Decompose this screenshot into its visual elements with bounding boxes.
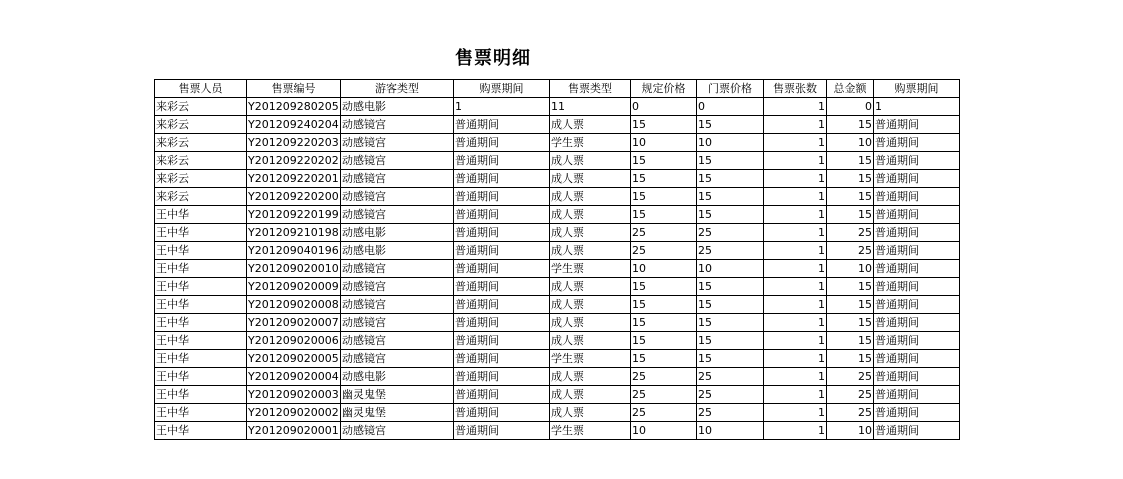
- ticket-count-cell[interactable]: 1: [764, 296, 827, 314]
- ticket-price-cell[interactable]: 15: [697, 350, 764, 368]
- purchase-period-2-cell[interactable]: 普通期间: [874, 242, 960, 260]
- seller-cell[interactable]: 王中华: [155, 242, 247, 260]
- ticket-count-cell[interactable]: 1: [764, 332, 827, 350]
- total-amount-cell[interactable]: 15: [827, 332, 874, 350]
- ticket-count-cell[interactable]: 1: [764, 242, 827, 260]
- ticket-id-cell[interactable]: Y201209020005: [247, 350, 341, 368]
- total-amount-cell[interactable]: 15: [827, 296, 874, 314]
- ticket-id-cell[interactable]: Y201209020007: [247, 314, 341, 332]
- total-amount-cell[interactable]: 15: [827, 116, 874, 134]
- total-amount-cell[interactable]: 10: [827, 134, 874, 152]
- purchase-period-2-cell[interactable]: 普通期间: [874, 314, 960, 332]
- ticket-price-cell[interactable]: 25: [697, 404, 764, 422]
- ticket-type-cell[interactable]: 成人票: [550, 242, 631, 260]
- table-row: [155, 188, 960, 206]
- visitor-type-cell[interactable]: 动感镜宫: [341, 332, 454, 350]
- ticket-id-cell[interactable]: Y201209040196: [247, 242, 341, 260]
- visitor-type-cell[interactable]: 动感镜宫: [341, 422, 454, 440]
- ticket-id-cell[interactable]: Y201209020004: [247, 368, 341, 386]
- purchase-period-cell[interactable]: 1: [454, 98, 550, 116]
- purchase-period-cell[interactable]: 普通期间: [454, 224, 550, 242]
- ticket-count-cell[interactable]: 1: [764, 188, 827, 206]
- ticket-type-cell[interactable]: 成人票: [550, 170, 631, 188]
- table-row: [155, 260, 960, 278]
- column-header[interactable]: 售票人员: [155, 80, 247, 98]
- ticket-type-cell[interactable]: 成人票: [550, 314, 631, 332]
- purchase-period-cell[interactable]: 普通期间: [454, 260, 550, 278]
- ticket-id-cell[interactable]: Y201209020010: [247, 260, 341, 278]
- visitor-type-cell[interactable]: 动感电影: [341, 224, 454, 242]
- ticket-price-cell[interactable]: 15: [697, 170, 764, 188]
- list-price-cell[interactable]: 0: [631, 98, 697, 116]
- purchase-period-cell[interactable]: 普通期间: [454, 188, 550, 206]
- ticket-type-cell[interactable]: 成人票: [550, 386, 631, 404]
- total-amount-cell[interactable]: 25: [827, 404, 874, 422]
- ticket-price-cell[interactable]: 15: [697, 314, 764, 332]
- column-header[interactable]: 规定价格: [631, 80, 697, 98]
- ticket-id-cell[interactable]: Y201209220203: [247, 134, 341, 152]
- table-row: [155, 98, 960, 116]
- ticket-type-cell[interactable]: 成人票: [550, 332, 631, 350]
- table-row: [155, 152, 960, 170]
- table-row: [155, 116, 960, 134]
- table-row: [155, 134, 960, 152]
- ticket-id-cell[interactable]: Y201209020008: [247, 296, 341, 314]
- total-amount-cell[interactable]: 25: [827, 386, 874, 404]
- list-price-cell[interactable]: 15: [631, 332, 697, 350]
- ticket-price-cell[interactable]: 15: [697, 188, 764, 206]
- visitor-type-cell[interactable]: 动感镜宫: [341, 188, 454, 206]
- total-amount-cell[interactable]: 15: [827, 152, 874, 170]
- ticket-count-cell[interactable]: 1: [764, 386, 827, 404]
- column-header[interactable]: 游客类型: [341, 80, 454, 98]
- ticket-price-cell[interactable]: 25: [697, 386, 764, 404]
- purchase-period-cell[interactable]: 普通期间: [454, 152, 550, 170]
- purchase-period-cell[interactable]: 普通期间: [454, 314, 550, 332]
- ticket-id-cell[interactable]: Y201209210198: [247, 224, 341, 242]
- purchase-period-2-cell[interactable]: 普通期间: [874, 368, 960, 386]
- table-row: [155, 368, 960, 386]
- ticket-type-cell[interactable]: 学生票: [550, 350, 631, 368]
- ticket-count-cell[interactable]: 1: [764, 350, 827, 368]
- ticket-type-cell[interactable]: 成人票: [550, 404, 631, 422]
- purchase-period-cell[interactable]: 普通期间: [454, 116, 550, 134]
- table-row: [155, 386, 960, 404]
- total-amount-cell[interactable]: 15: [827, 206, 874, 224]
- purchase-period-cell[interactable]: 普通期间: [454, 386, 550, 404]
- total-amount-cell[interactable]: 15: [827, 170, 874, 188]
- column-header[interactable]: 售票张数: [764, 80, 827, 98]
- purchase-period-2-cell[interactable]: 普通期间: [874, 260, 960, 278]
- ticket-id-cell[interactable]: Y201209020002: [247, 404, 341, 422]
- seller-cell[interactable]: 王中华: [155, 404, 247, 422]
- visitor-type-cell[interactable]: 动感镜宫: [341, 260, 454, 278]
- list-price-cell[interactable]: 10: [631, 134, 697, 152]
- seller-cell[interactable]: 王中华: [155, 260, 247, 278]
- total-amount-cell[interactable]: 25: [827, 224, 874, 242]
- ticket-count-cell[interactable]: 1: [764, 404, 827, 422]
- report-title: 售票明细: [455, 48, 531, 69]
- table-body: [155, 98, 960, 440]
- table-row: [155, 170, 960, 188]
- seller-cell[interactable]: 王中华: [155, 368, 247, 386]
- table-row: [155, 332, 960, 350]
- list-price-cell[interactable]: 10: [631, 260, 697, 278]
- table-row: [155, 404, 960, 422]
- visitor-type-cell[interactable]: 动感镜宫: [341, 296, 454, 314]
- column-header[interactable]: 售票类型: [550, 80, 631, 98]
- purchase-period-2-cell[interactable]: 普通期间: [874, 224, 960, 242]
- seller-cell[interactable]: 王中华: [155, 296, 247, 314]
- visitor-type-cell[interactable]: 动感镜宫: [341, 170, 454, 188]
- total-amount-cell[interactable]: 15: [827, 188, 874, 206]
- seller-cell[interactable]: 来彩云: [155, 116, 247, 134]
- column-header[interactable]: 门票价格: [697, 80, 764, 98]
- column-header[interactable]: 购票期间: [874, 80, 960, 98]
- ticket-count-cell[interactable]: 1: [764, 116, 827, 134]
- ticket-type-cell[interactable]: 成人票: [550, 278, 631, 296]
- list-price-cell[interactable]: 25: [631, 368, 697, 386]
- seller-cell[interactable]: 王中华: [155, 422, 247, 440]
- purchase-period-cell[interactable]: 普通期间: [454, 350, 550, 368]
- ticket-price-cell[interactable]: 0: [697, 98, 764, 116]
- ticket-count-cell[interactable]: 1: [764, 152, 827, 170]
- ticket-type-cell[interactable]: 成人票: [550, 296, 631, 314]
- purchase-period-cell[interactable]: 普通期间: [454, 368, 550, 386]
- seller-cell[interactable]: 来彩云: [155, 152, 247, 170]
- ticket-type-cell[interactable]: 学生票: [550, 422, 631, 440]
- ticket-price-cell[interactable]: 25: [697, 224, 764, 242]
- ticket-type-cell[interactable]: 成人票: [550, 206, 631, 224]
- list-price-cell[interactable]: 15: [631, 278, 697, 296]
- ticket-id-cell[interactable]: Y201209220201: [247, 170, 341, 188]
- list-price-cell[interactable]: 25: [631, 386, 697, 404]
- ticket-type-cell[interactable]: 成人票: [550, 152, 631, 170]
- list-price-cell[interactable]: 15: [631, 116, 697, 134]
- purchase-period-cell[interactable]: 普通期间: [454, 170, 550, 188]
- purchase-period-cell[interactable]: 普通期间: [454, 296, 550, 314]
- visitor-type-cell[interactable]: 动感镜宫: [341, 278, 454, 296]
- table-row: [155, 422, 960, 440]
- visitor-type-cell[interactable]: 动感电影: [341, 242, 454, 260]
- ticket-type-cell[interactable]: 成人票: [550, 188, 631, 206]
- visitor-type-cell[interactable]: 幽灵鬼堡: [341, 404, 454, 422]
- ticket-count-cell[interactable]: 1: [764, 422, 827, 440]
- ticket-price-cell[interactable]: 10: [697, 134, 764, 152]
- ticket-price-cell[interactable]: 25: [697, 242, 764, 260]
- total-amount-cell[interactable]: 10: [827, 422, 874, 440]
- ticket-id-cell[interactable]: Y201209020003: [247, 386, 341, 404]
- list-price-cell[interactable]: 15: [631, 152, 697, 170]
- purchase-period-2-cell[interactable]: 普通期间: [874, 332, 960, 350]
- purchase-period-cell[interactable]: 普通期间: [454, 332, 550, 350]
- purchase-period-cell[interactable]: 普通期间: [454, 206, 550, 224]
- purchase-period-cell[interactable]: 普通期间: [454, 242, 550, 260]
- purchase-period-2-cell[interactable]: 普通期间: [874, 188, 960, 206]
- ticket-price-cell[interactable]: 15: [697, 152, 764, 170]
- ticket-count-cell[interactable]: 1: [764, 206, 827, 224]
- purchase-period-2-cell[interactable]: 普通期间: [874, 422, 960, 440]
- purchase-period-2-cell[interactable]: 普通期间: [874, 386, 960, 404]
- visitor-type-cell[interactable]: 动感镜宫: [341, 350, 454, 368]
- purchase-period-2-cell[interactable]: 普通期间: [874, 404, 960, 422]
- column-header[interactable]: 总金额: [827, 80, 874, 98]
- ticket-type-cell[interactable]: 成人票: [550, 224, 631, 242]
- seller-cell[interactable]: 来彩云: [155, 188, 247, 206]
- visitor-type-cell[interactable]: 动感镜宫: [341, 152, 454, 170]
- seller-cell[interactable]: 来彩云: [155, 98, 247, 116]
- purchase-period-2-cell[interactable]: 普通期间: [874, 152, 960, 170]
- purchase-period-2-cell[interactable]: 普通期间: [874, 116, 960, 134]
- column-header[interactable]: 购票期间: [454, 80, 550, 98]
- ticket-price-cell[interactable]: 15: [697, 296, 764, 314]
- ticket-count-cell[interactable]: 1: [764, 98, 827, 116]
- ticket-id-cell[interactable]: Y201209020006: [247, 332, 341, 350]
- column-header[interactable]: 售票编号: [247, 80, 341, 98]
- ticket-type-cell[interactable]: 11: [550, 98, 631, 116]
- ticket-id-cell[interactable]: Y201209220202: [247, 152, 341, 170]
- ticket-price-cell[interactable]: 15: [697, 206, 764, 224]
- table-row: [155, 296, 960, 314]
- visitor-type-cell[interactable]: 动感镜宫: [341, 134, 454, 152]
- seller-cell[interactable]: 王中华: [155, 278, 247, 296]
- list-price-cell[interactable]: 15: [631, 206, 697, 224]
- table-row: [155, 206, 960, 224]
- table-row: [155, 350, 960, 368]
- total-amount-cell[interactable]: 15: [827, 314, 874, 332]
- ticket-count-cell[interactable]: 1: [764, 134, 827, 152]
- purchase-period-2-cell[interactable]: 普通期间: [874, 278, 960, 296]
- purchase-period-cell[interactable]: 普通期间: [454, 404, 550, 422]
- list-price-cell[interactable]: 25: [631, 242, 697, 260]
- ticket-id-cell[interactable]: Y201209020001: [247, 422, 341, 440]
- list-price-cell[interactable]: 25: [631, 404, 697, 422]
- total-amount-cell[interactable]: 25: [827, 368, 874, 386]
- seller-cell[interactable]: 王中华: [155, 350, 247, 368]
- seller-cell[interactable]: 王中华: [155, 314, 247, 332]
- purchase-period-2-cell[interactable]: 普通期间: [874, 350, 960, 368]
- ticket-id-cell[interactable]: Y201209240204: [247, 116, 341, 134]
- list-price-cell[interactable]: 15: [631, 170, 697, 188]
- ticket-price-cell[interactable]: 10: [697, 260, 764, 278]
- ticket-type-cell[interactable]: 成人票: [550, 116, 631, 134]
- table-header-row: [155, 80, 960, 98]
- visitor-type-cell[interactable]: 动感电影: [341, 98, 454, 116]
- table-row: [155, 278, 960, 296]
- ticket-id-cell[interactable]: Y201209220200: [247, 188, 341, 206]
- ticket-count-cell[interactable]: 1: [764, 260, 827, 278]
- ticket-type-cell[interactable]: 学生票: [550, 134, 631, 152]
- ticket-price-cell[interactable]: 15: [697, 116, 764, 134]
- purchase-period-cell[interactable]: 普通期间: [454, 134, 550, 152]
- seller-cell[interactable]: 来彩云: [155, 134, 247, 152]
- purchase-period-cell[interactable]: 普通期间: [454, 278, 550, 296]
- ticket-count-cell[interactable]: 1: [764, 314, 827, 332]
- ticket-type-cell[interactable]: 成人票: [550, 368, 631, 386]
- visitor-type-cell[interactable]: 动感镜宫: [341, 314, 454, 332]
- ticket-type-cell[interactable]: 学生票: [550, 260, 631, 278]
- ticket-count-cell[interactable]: 1: [764, 368, 827, 386]
- total-amount-cell[interactable]: 15: [827, 350, 874, 368]
- list-price-cell[interactable]: 10: [631, 422, 697, 440]
- total-amount-cell[interactable]: 15: [827, 278, 874, 296]
- list-price-cell[interactable]: 15: [631, 350, 697, 368]
- purchase-period-2-cell[interactable]: 普通期间: [874, 170, 960, 188]
- visitor-type-cell[interactable]: 动感镜宫: [341, 206, 454, 224]
- purchase-period-2-cell[interactable]: 1: [874, 98, 960, 116]
- seller-cell[interactable]: 王中华: [155, 386, 247, 404]
- purchase-period-2-cell[interactable]: 普通期间: [874, 296, 960, 314]
- list-price-cell[interactable]: 15: [631, 188, 697, 206]
- ticket-sales-table: [154, 79, 960, 440]
- visitor-type-cell[interactable]: 幽灵鬼堡: [341, 386, 454, 404]
- seller-cell[interactable]: 王中华: [155, 206, 247, 224]
- ticket-id-cell[interactable]: Y201209280205: [247, 98, 341, 116]
- seller-cell[interactable]: 王中华: [155, 332, 247, 350]
- seller-cell[interactable]: 王中华: [155, 224, 247, 242]
- total-amount-cell[interactable]: 0: [827, 98, 874, 116]
- list-price-cell[interactable]: 15: [631, 314, 697, 332]
- purchase-period-2-cell[interactable]: 普通期间: [874, 206, 960, 224]
- visitor-type-cell[interactable]: 动感镜宫: [341, 116, 454, 134]
- visitor-type-cell[interactable]: 动感电影: [341, 368, 454, 386]
- list-price-cell[interactable]: 15: [631, 296, 697, 314]
- ticket-price-cell[interactable]: 15: [697, 278, 764, 296]
- ticket-count-cell[interactable]: 1: [764, 224, 827, 242]
- total-amount-cell[interactable]: 25: [827, 242, 874, 260]
- total-amount-cell[interactable]: 10: [827, 260, 874, 278]
- ticket-count-cell[interactable]: 1: [764, 170, 827, 188]
- seller-cell[interactable]: 来彩云: [155, 170, 247, 188]
- ticket-id-cell[interactable]: Y201209220199: [247, 206, 341, 224]
- table-row: [155, 224, 960, 242]
- table-row: [155, 242, 960, 260]
- purchase-period-2-cell[interactable]: 普通期间: [874, 134, 960, 152]
- purchase-period-cell[interactable]: 普通期间: [454, 422, 550, 440]
- ticket-price-cell[interactable]: 10: [697, 422, 764, 440]
- ticket-count-cell[interactable]: 1: [764, 278, 827, 296]
- ticket-id-cell[interactable]: Y201209020009: [247, 278, 341, 296]
- table-row: [155, 314, 960, 332]
- list-price-cell[interactable]: 25: [631, 224, 697, 242]
- ticket-price-cell[interactable]: 25: [697, 368, 764, 386]
- ticket-price-cell[interactable]: 15: [697, 332, 764, 350]
